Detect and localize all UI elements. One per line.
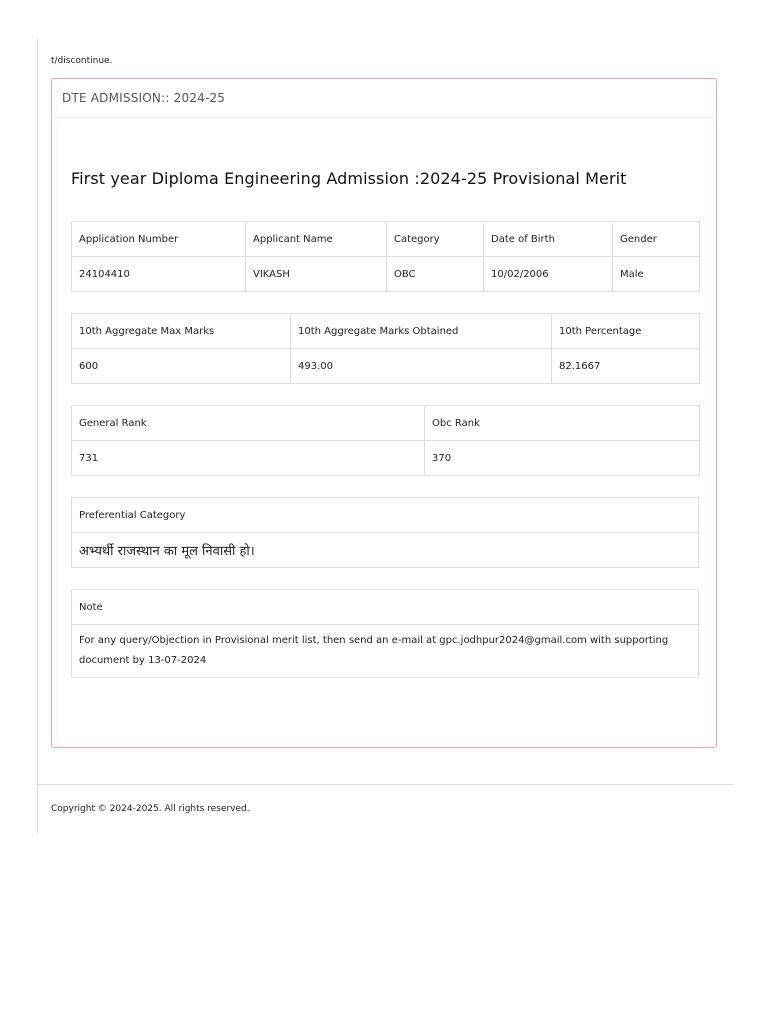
percentage-value: 82.1667 bbox=[552, 349, 700, 384]
header-obc-rank: Obc Rank bbox=[425, 406, 700, 441]
header-max-marks: 10th Aggregate Max Marks bbox=[72, 314, 291, 349]
application-number-value: 24104410 bbox=[72, 257, 246, 292]
table-row bbox=[72, 441, 700, 476]
marks-table bbox=[71, 313, 700, 384]
header-percentage: 10th Percentage bbox=[552, 314, 700, 349]
truncated-note-text: t/discontinue. bbox=[51, 56, 113, 66]
table-row bbox=[72, 533, 699, 568]
footer-divider bbox=[37, 784, 733, 785]
header-general-rank: General Rank bbox=[72, 406, 425, 441]
obc-rank-value: 370 bbox=[425, 441, 700, 476]
preferential-category-table bbox=[71, 497, 699, 568]
rank-table bbox=[71, 405, 700, 476]
table-header-row bbox=[72, 406, 700, 441]
gender-value: Male bbox=[613, 257, 700, 292]
table-header-row bbox=[72, 314, 700, 349]
header-application-number: Application Number bbox=[72, 222, 246, 257]
table-row bbox=[72, 625, 699, 678]
date-of-birth-value: 10/02/2006 bbox=[484, 257, 613, 292]
header-gender: Gender bbox=[613, 222, 700, 257]
header-category: Category bbox=[387, 222, 484, 257]
copyright-footer: Copyright © 2024-2025. All rights reserved. bbox=[51, 804, 250, 814]
panel-header: DTE ADMISSION:: 2024-25 bbox=[52, 79, 716, 118]
table-row bbox=[72, 257, 700, 292]
general-rank-value: 731 bbox=[72, 441, 425, 476]
table-header-row bbox=[72, 590, 699, 625]
max-marks-value: 600 bbox=[72, 349, 291, 384]
header-date-of-birth: Date of Birth bbox=[484, 222, 613, 257]
admission-panel bbox=[51, 78, 717, 748]
left-border-rule bbox=[37, 38, 38, 834]
header-applicant-name: Applicant Name bbox=[246, 222, 387, 257]
header-note: Note bbox=[72, 590, 699, 625]
category-value: OBC bbox=[387, 257, 484, 292]
preferential-category-value: अभ्यर्थी राजस्थान का मूल निवासी हो। bbox=[72, 533, 699, 568]
applicant-table bbox=[71, 221, 700, 292]
table-header-row bbox=[72, 498, 699, 533]
table-row bbox=[72, 349, 700, 384]
applicant-name-value: VIKASH bbox=[246, 257, 387, 292]
table-header-row bbox=[72, 222, 700, 257]
header-preferential-category: Preferential Category bbox=[72, 498, 699, 533]
note-table bbox=[71, 589, 699, 678]
note-text: For any query/Objection in Provisional merit list, then send an e-mail at gpc.jodhpur2024@gmail.com with supporting document by 13-07-2024 bbox=[72, 625, 699, 678]
marks-obtained-value: 493.00 bbox=[291, 349, 552, 384]
page-title: First year Diploma Engineering Admission :2024-25 Provisional Merit bbox=[71, 169, 627, 188]
header-marks-obtained: 10th Aggregate Marks Obtained bbox=[291, 314, 552, 349]
